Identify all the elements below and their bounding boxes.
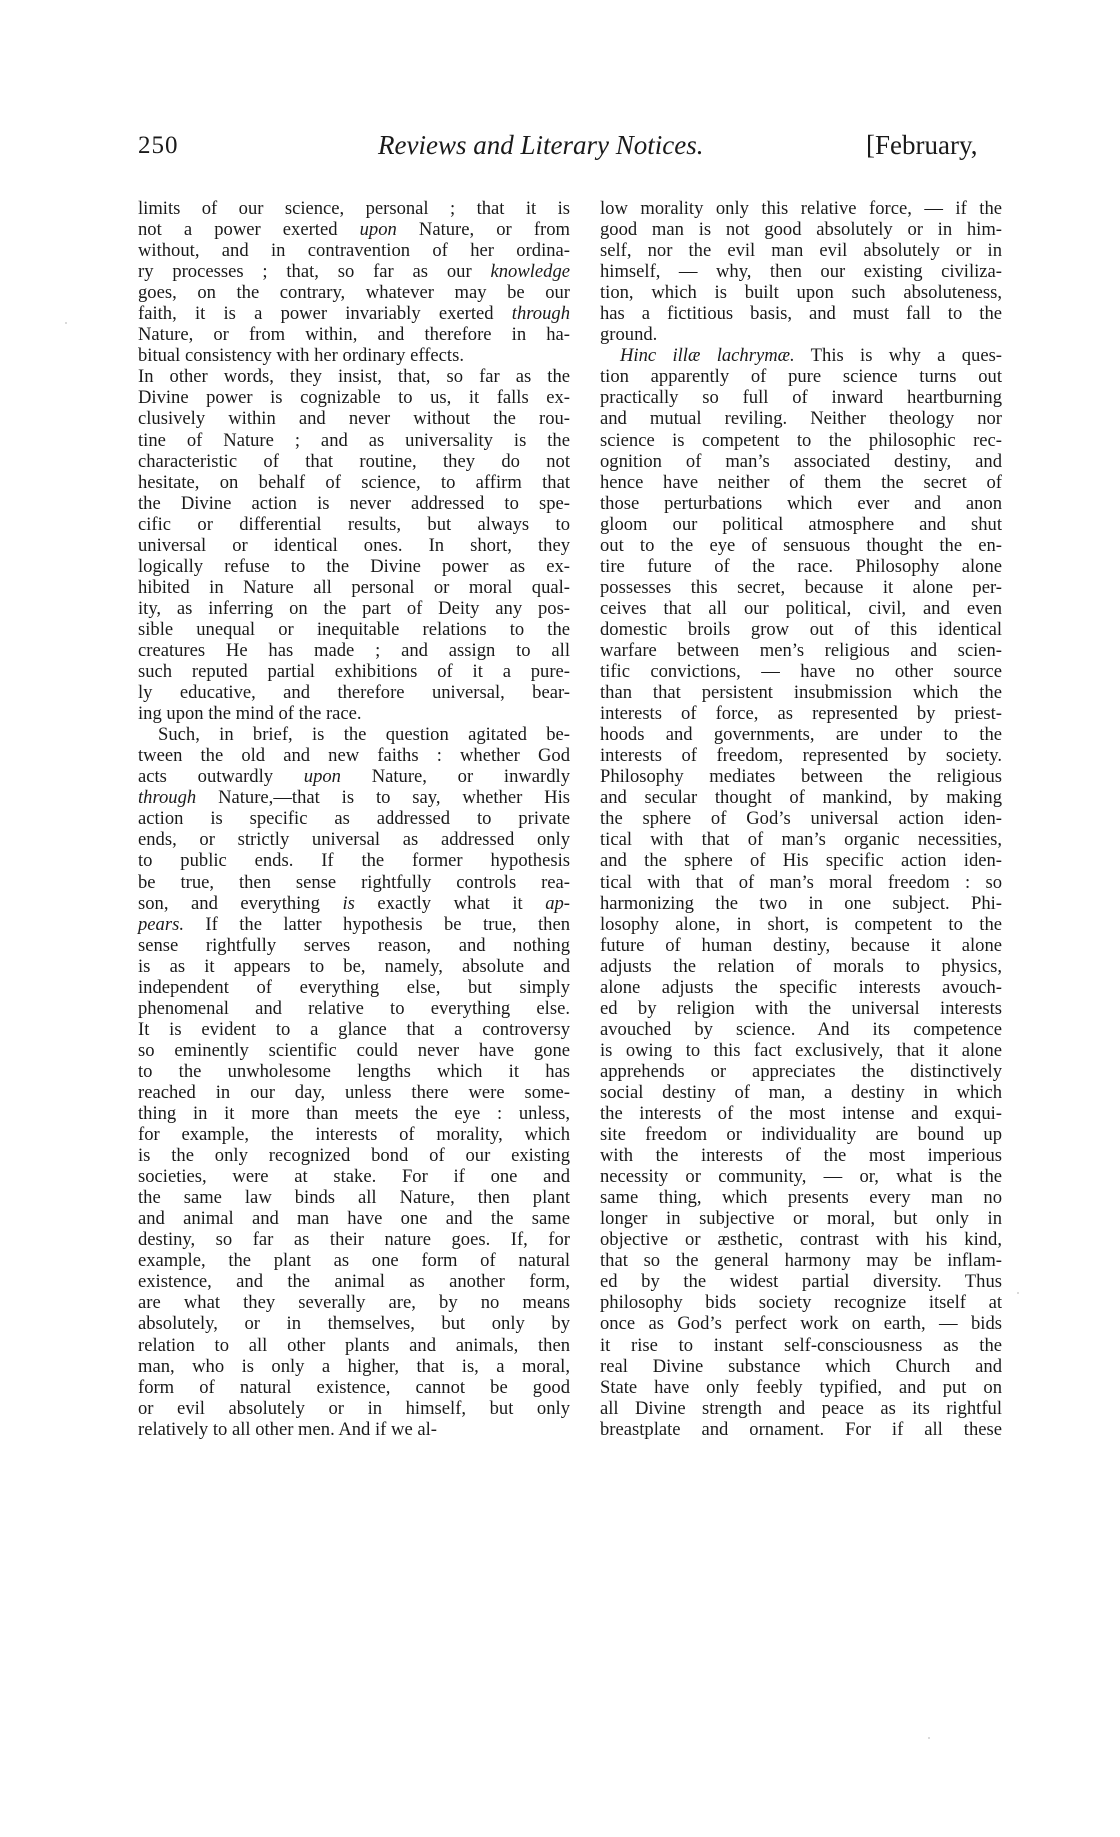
text-line	[600, 893, 1002, 914]
text-line	[600, 914, 1002, 935]
text-line	[600, 303, 1002, 324]
text-line	[600, 1082, 1002, 1103]
text-line	[138, 451, 570, 472]
italic-emphasis: is	[342, 892, 355, 914]
text-run: it rise to instant self-consciousness as the	[600, 1334, 1002, 1356]
text-line	[600, 1335, 1002, 1356]
text-line	[600, 829, 1002, 850]
text-run: longer in subjective or moral, but only in	[600, 1208, 1002, 1230]
text-run: form of natural existence, cannot be good	[138, 1376, 570, 1398]
text-line	[138, 1398, 570, 1419]
text-line	[600, 1271, 1002, 1292]
text-line	[138, 703, 570, 724]
text-run: destiny, so far as their nature goes. If, for	[138, 1229, 570, 1251]
text-run: or evil absolutely or in himself, but only	[138, 1397, 570, 1419]
text-run: Such, in brief, is the question agitated be-	[158, 724, 570, 746]
text-line	[138, 1377, 570, 1398]
text-line	[138, 1061, 570, 1082]
text-line	[600, 1398, 1002, 1419]
text-run: characteristic of that routine, they do not	[138, 450, 570, 472]
text-run: absolutely, or in themselves, but only by	[138, 1313, 570, 1335]
text-run: domestic broils grow out of this identical	[600, 618, 1002, 640]
text-line	[600, 1250, 1002, 1271]
text-line	[600, 619, 1002, 640]
text-run: warfare between men’s religious and scien-	[600, 639, 1002, 661]
text-run: phenomenal and relative to everything else.	[138, 997, 570, 1019]
text-run: self, nor the evil man evil absolutely or in	[600, 240, 1002, 262]
text-run: all Divine strength and peace as its rightful	[600, 1397, 1002, 1419]
text-run: interests of freedom, represented by society.	[600, 745, 1002, 767]
text-run: If the latter hypothesis be true, then	[183, 913, 570, 935]
text-run: than that persistent insubmission which the	[600, 682, 1002, 704]
text-line	[138, 1103, 570, 1124]
text-run: It is evident to a glance that a controversy	[138, 1018, 570, 1040]
text-line	[138, 240, 570, 261]
text-line	[138, 219, 570, 240]
text-line	[138, 1292, 570, 1313]
text-run: faith, it is a power invariably exerted	[138, 303, 512, 325]
text-run: clusively within and never without the rou-	[138, 408, 570, 430]
text-line	[600, 1103, 1002, 1124]
text-run: cific or differential results, but always to	[138, 513, 570, 535]
text-run: the same law binds all Nature, then plant	[138, 1187, 570, 1209]
text-line	[600, 724, 1002, 745]
right-column	[600, 198, 1002, 1440]
text-run: such reputed partial exhibitions of it a pure-	[138, 661, 570, 683]
text-run: tween the old and new faiths : whether God	[138, 745, 570, 767]
text-run: necessity or community, — or, what is the	[600, 1166, 1002, 1188]
text-line	[138, 514, 570, 535]
text-run: sible unequal or inequitable relations to the	[138, 618, 570, 640]
text-run: ing upon the mind of the race.	[138, 703, 362, 725]
text-line	[138, 387, 570, 408]
text-line	[138, 956, 570, 977]
text-run: In other words, they insist, that, so far as the	[138, 366, 570, 388]
italic-emphasis: upon	[359, 219, 397, 241]
text-line	[138, 577, 570, 598]
text-run: reached in our day, unless there were some-	[138, 1081, 570, 1103]
text-run: Nature, or from within, and therefore in ha-	[138, 324, 570, 346]
text-run: is owing to this fact exclusively, that it alone	[600, 1039, 1002, 1061]
text-line	[600, 514, 1002, 535]
text-run: tire future of the race. Philosophy alone	[600, 555, 1002, 577]
text-line	[600, 745, 1002, 766]
text-run: ed by the widest partial diversity. Thus	[600, 1271, 1002, 1293]
text-line	[600, 282, 1002, 303]
text-run: ly educative, and therefore universal, bear-	[138, 682, 570, 704]
text-line	[138, 661, 570, 682]
text-line	[138, 1166, 570, 1187]
scan-speck	[65, 322, 67, 324]
text-line	[138, 324, 570, 345]
text-run: hoods and governments, are under to the	[600, 724, 1002, 746]
text-run: universal or identical ones. In short, they	[138, 534, 570, 556]
text-run: man, who is only a higher, that is, a moral,	[138, 1355, 570, 1377]
text-line	[600, 240, 1002, 261]
text-line	[138, 1208, 570, 1229]
text-line	[600, 1061, 1002, 1082]
text-run: be true, then sense rightfully controls rea-	[138, 871, 570, 893]
text-run: objective or æsthetic, contrast with his kind,	[600, 1229, 1002, 1251]
text-line	[600, 956, 1002, 977]
text-line	[138, 766, 570, 787]
text-run: tine of Nature ; and as universality is the	[138, 429, 570, 451]
text-run: harmonizing the two in one subject. Phi-	[600, 892, 1002, 914]
text-line	[138, 977, 570, 998]
text-run: Divine power is cognizable to us, it falls ex-	[138, 387, 570, 409]
text-line	[600, 1166, 1002, 1187]
text-line	[600, 1377, 1002, 1398]
text-line	[138, 1040, 570, 1061]
text-run: for example, the interests of morality, which	[138, 1124, 570, 1146]
text-line	[600, 366, 1002, 387]
text-run: This is why a ques-	[794, 345, 1002, 367]
text-run: philosophy bids society recognize itself at	[600, 1292, 1002, 1314]
text-line	[138, 893, 570, 914]
text-run: ognition of man’s associated destiny, and	[600, 450, 1002, 472]
text-line	[138, 682, 570, 703]
text-run: existence, and the animal as another form,	[138, 1271, 570, 1293]
italic-emphasis: knowledge	[490, 261, 570, 283]
text-line	[600, 872, 1002, 893]
text-run: that so the general harmony may be inflam-	[600, 1250, 1002, 1272]
text-line	[600, 535, 1002, 556]
text-run: independent of everything else, but simply	[138, 976, 570, 998]
text-line	[138, 1019, 570, 1040]
text-line	[138, 1250, 570, 1271]
italic-emphasis: through	[511, 303, 570, 325]
text-line	[138, 366, 570, 387]
text-run: acts outwardly	[138, 766, 304, 788]
text-run: hibited in Nature all personal or moral qual-	[138, 576, 570, 598]
text-line	[138, 261, 570, 282]
text-line	[600, 703, 1002, 724]
text-line	[600, 430, 1002, 451]
text-line	[138, 430, 570, 451]
text-line	[600, 324, 1002, 345]
text-line	[600, 1187, 1002, 1208]
text-run: adjusts the relation of morals to physics,	[600, 955, 1002, 977]
text-run: creatures He has made ; and assign to all	[138, 639, 570, 661]
text-run: out to the eye of sensuous thought the en-	[600, 534, 1002, 556]
text-line	[138, 598, 570, 619]
text-line	[600, 1313, 1002, 1334]
text-run: bitual consistency with her ordinary effects.	[138, 345, 464, 367]
text-line	[600, 766, 1002, 787]
text-run: losophy alone, in short, is competent to the	[600, 913, 1002, 935]
text-run: hence have neither of them the secret of	[600, 471, 1002, 493]
text-run: Philosophy mediates between the religious	[600, 766, 1002, 788]
text-run: science is competent to the philosophic rec-	[600, 429, 1002, 451]
text-run: avouched by science. And its competence	[600, 1018, 1002, 1040]
text-line	[600, 598, 1002, 619]
text-line	[600, 345, 1002, 366]
text-line	[138, 408, 570, 429]
text-line	[600, 261, 1002, 282]
text-run: and the sphere of His specific action iden-	[600, 850, 1002, 872]
text-run: himself, — why, then our existing civiliza-	[600, 261, 1002, 283]
text-line	[600, 451, 1002, 472]
text-line	[138, 640, 570, 661]
text-run: so eminently scientific could never have gone	[138, 1039, 570, 1061]
text-run: to public ends. If the former hypothesis	[138, 850, 570, 872]
text-line	[138, 1124, 570, 1145]
text-run: State have only feebly typified, and put on	[600, 1376, 1002, 1398]
page-number: 250	[138, 132, 179, 159]
text-line	[138, 619, 570, 640]
text-line	[600, 1040, 1002, 1061]
scan-speck	[928, 1737, 930, 1739]
text-line	[600, 850, 1002, 871]
text-run: tical with that of man’s moral freedom : so	[600, 871, 1002, 893]
text-run: the Divine action is never addressed to spe-	[138, 492, 570, 514]
italic-emphasis: Hinc illæ lachrymæ.	[620, 345, 795, 367]
text-run: logically refuse to the Divine power as ex-	[138, 555, 570, 577]
text-run: ends, or strictly universal as addressed only	[138, 829, 570, 851]
text-run: to the unwholesome lengths which it has	[138, 1060, 570, 1082]
text-line	[138, 1229, 570, 1250]
text-run: without, and in contravention of her ordina-	[138, 240, 570, 262]
text-line	[600, 787, 1002, 808]
text-run: limits of our science, personal ; that it is	[138, 198, 570, 219]
text-line	[600, 219, 1002, 240]
text-run: Nature, or inwardly	[340, 766, 570, 788]
text-run: exactly what it	[354, 892, 546, 914]
text-run: relation to all other plants and animals, then	[138, 1334, 570, 1356]
text-line	[138, 850, 570, 871]
text-run: the sphere of God’s universal action iden-	[600, 808, 1002, 830]
text-run: sense rightfully serves reason, and nothing	[138, 934, 570, 956]
text-line	[600, 682, 1002, 703]
text-run: with the interests of the most imperious	[600, 1145, 1002, 1167]
text-line	[138, 1187, 570, 1208]
text-run: social destiny of man, a destiny in which	[600, 1081, 1002, 1103]
text-line	[138, 935, 570, 956]
text-line	[138, 1419, 570, 1440]
text-line	[138, 1313, 570, 1334]
text-line	[600, 1292, 1002, 1313]
running-date: [February,	[866, 130, 978, 160]
text-run: breastplate and ornament. For if all these	[600, 1418, 1002, 1440]
running-title: Reviews and Literary Notices.	[378, 130, 704, 160]
text-line	[138, 745, 570, 766]
text-run: example, the plant as one form of natural	[138, 1250, 570, 1272]
text-line	[600, 493, 1002, 514]
text-run: practically so full of inward heartburning	[600, 387, 1002, 409]
text-run: not a power exerted	[138, 219, 360, 241]
text-run: is as it appears to be, namely, absolute and	[138, 955, 570, 977]
italic-emphasis: pears.	[138, 913, 184, 935]
text-line	[600, 556, 1002, 577]
text-line	[600, 1229, 1002, 1250]
text-line	[138, 345, 570, 366]
text-run: low morality only this relative force, — if the	[600, 198, 1002, 219]
text-run: real Divine substance which Church and	[600, 1355, 1002, 1377]
scan-speck	[1017, 1292, 1019, 1294]
text-line	[600, 640, 1002, 661]
text-run: those perturbations which ever and anon	[600, 492, 1002, 514]
text-run: and secular thought of mankind, by making	[600, 787, 1002, 809]
text-line	[600, 1145, 1002, 1166]
text-line	[600, 935, 1002, 956]
text-line	[138, 1356, 570, 1377]
text-line	[138, 282, 570, 303]
text-line	[138, 998, 570, 1019]
text-run: apprehends or appreciates the distinctively	[600, 1060, 1002, 1082]
text-run: is the only recognized bond of our existing	[138, 1145, 570, 1167]
text-line	[600, 198, 1002, 219]
text-run: ed by religion with the universal interests	[600, 997, 1002, 1019]
text-run: thing in it more than meets the eye : unless,	[138, 1103, 570, 1125]
italic-emphasis: through	[138, 787, 197, 809]
text-line	[600, 408, 1002, 429]
text-line	[600, 1208, 1002, 1229]
text-line	[600, 1419, 1002, 1440]
text-run: societies, were at stake. For if one and	[138, 1166, 570, 1188]
text-run: interests of force, as represented by priest-	[600, 703, 1002, 725]
text-line	[600, 998, 1002, 1019]
text-line	[600, 1356, 1002, 1377]
text-line	[138, 724, 570, 745]
text-line	[600, 1124, 1002, 1145]
text-run: and animal and man have one and the same	[138, 1208, 570, 1230]
text-run: tific convictions, — have no other source	[600, 661, 1002, 683]
text-line	[600, 808, 1002, 829]
text-run: goes, on the contrary, whatever may be our	[138, 282, 570, 304]
text-run: are what they severally are, by no means	[138, 1292, 570, 1314]
text-run: gloom our political atmosphere and shut	[600, 513, 1002, 535]
text-run: hesitate, on behalf of science, to affirm that	[138, 471, 570, 493]
text-line	[138, 829, 570, 850]
text-line	[138, 535, 570, 556]
text-run: site freedom or individuality are bound up	[600, 1124, 1002, 1146]
text-line	[600, 472, 1002, 493]
text-line	[138, 472, 570, 493]
text-run: tion, which is built upon such absoluteness,	[600, 282, 1002, 304]
text-run: future of human destiny, because it alone	[600, 934, 1002, 956]
text-line	[138, 198, 570, 219]
text-run: son, and everything	[138, 892, 343, 914]
text-line	[138, 1271, 570, 1292]
text-line	[138, 556, 570, 577]
text-line	[138, 1145, 570, 1166]
text-line	[138, 787, 570, 808]
text-run: action is specific as addressed to private	[138, 808, 570, 830]
text-run: Nature, or from	[396, 219, 570, 241]
text-line	[138, 872, 570, 893]
left-column	[138, 198, 570, 1440]
text-run: and mutual reviling. Neither theology nor	[600, 408, 1002, 430]
text-run: tion apparently of pure science turns out	[600, 366, 1002, 388]
text-line	[138, 1335, 570, 1356]
text-line	[138, 914, 570, 935]
text-line	[600, 577, 1002, 598]
text-run: ry processes ; that, so far as our	[138, 261, 491, 283]
text-run: alone adjusts the specific interests avouch-	[600, 976, 1002, 998]
text-run: relatively to all other men. And if we al-	[138, 1418, 437, 1440]
text-line	[600, 977, 1002, 998]
text-run: the interests of the most intense and exqui-	[600, 1103, 1002, 1125]
text-run: good man is not good absolutely or in him-	[600, 219, 1002, 241]
text-run: ity, as inferring on the part of Deity any pos-	[138, 597, 570, 619]
text-line	[138, 808, 570, 829]
text-line	[600, 387, 1002, 408]
text-run: ground.	[600, 324, 658, 346]
text-line	[138, 1082, 570, 1103]
text-run: tical with that of man’s organic necessities,	[600, 829, 1002, 851]
text-run: same thing, which presents every man no	[600, 1187, 1002, 1209]
text-line	[600, 1019, 1002, 1040]
running-header	[0, 128, 1120, 168]
text-line	[138, 303, 570, 324]
text-run: ceives that all our political, civil, and even	[600, 597, 1002, 619]
text-run: has a fictitious basis, and must fall to the	[600, 303, 1002, 325]
text-line	[138, 493, 570, 514]
italic-emphasis: upon	[303, 766, 341, 788]
text-run: possesses this secret, because it alone per-	[600, 576, 1002, 598]
text-run: Nature,—that is to say, whether His	[196, 787, 570, 809]
italic-emphasis: ap-	[545, 892, 570, 914]
text-run: once as God’s perfect work on earth, — bids	[600, 1313, 1002, 1335]
text-line	[600, 661, 1002, 682]
